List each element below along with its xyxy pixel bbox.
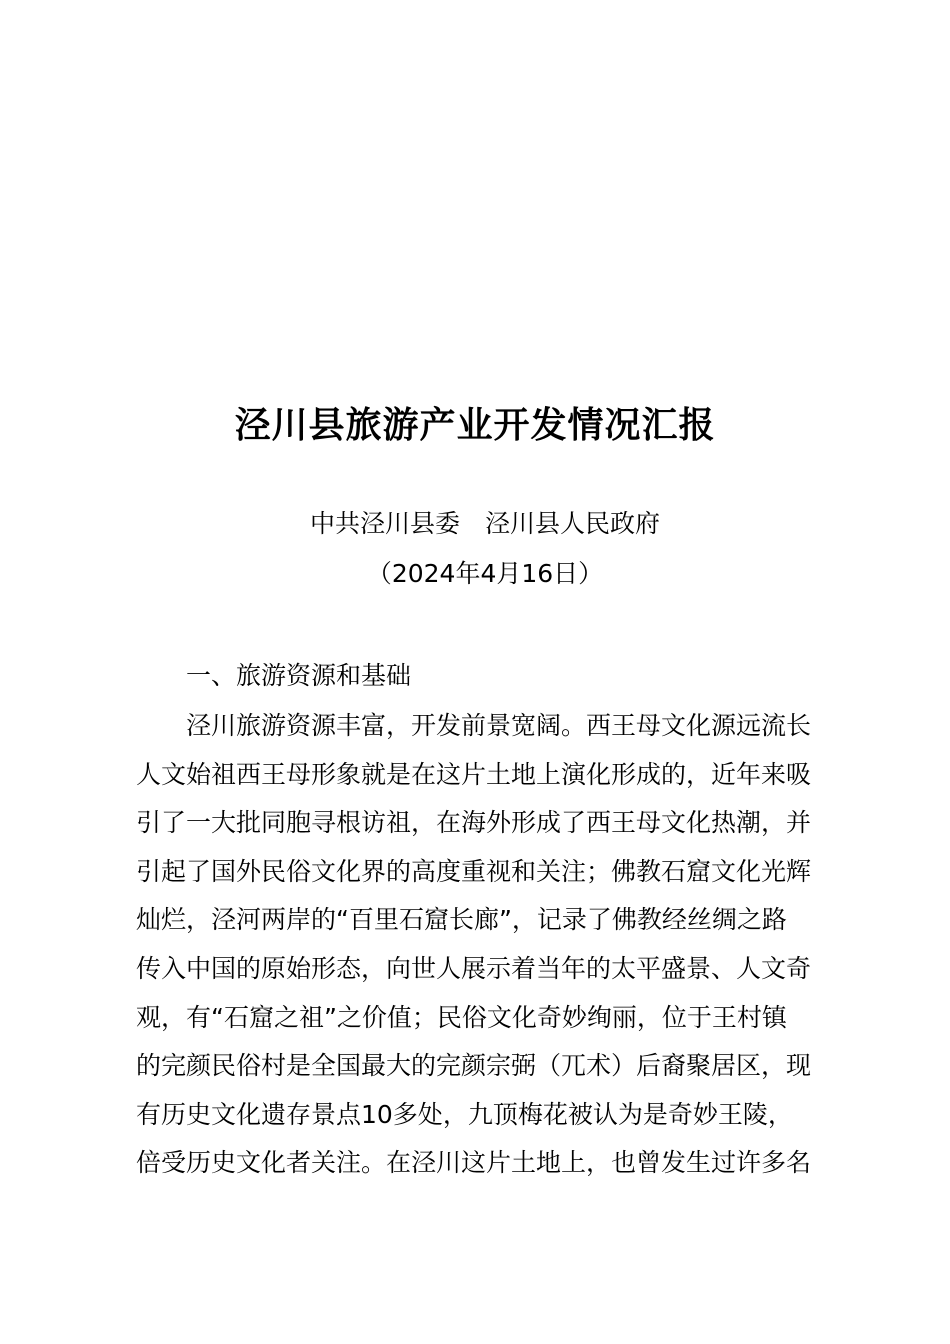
paragraph-line: 倍受历史文化者关注。在泾川这片土地上，也曾发生过许多名 [136, 1148, 812, 1178]
document-title: 泾川县旅游产业开发情况汇报 [234, 405, 716, 446]
paragraph-line: 人文始祖西王母形象就是在这片土地上演化形成的，近年来吸 [136, 759, 812, 789]
paragraph-line: 引起了国外民俗文化界的高度重视和关注；佛教石窟文化光辉 [136, 856, 812, 886]
paragraph-line: 传入中国的原始形态，向世人展示着当年的太平盛景、人文奇 [136, 953, 812, 983]
body-paragraph [136, 702, 836, 1188]
paragraph-line: 泾川旅游资源丰富，开发前景宽阔。西王母文化源远流长 [186, 711, 812, 740]
paragraph-line: 引了一大批同胞寻根访祖，在海外形成了西王母文化热潮，并 [136, 808, 812, 838]
paragraph-line: 观，有“石窟之祖”之价值；民俗文化奇妙绚丽，位于王村镇 [136, 1002, 787, 1032]
document-date: （2024年4月16日） [366, 559, 604, 588]
issuing-organization: 中共泾川县委 泾川县人民政府 [309, 509, 660, 538]
paragraph-line: 灿烂，泾河两岸的“百里石窟长廊”，记录了佛教经丝绸之路 [136, 905, 787, 935]
paragraph-line: 的完颜民俗村是全国最大的完颜宗弼（兀术）后裔聚居区，现 [136, 1051, 812, 1081]
paragraph-line: 有历史文化遗存景点10多处，九顶梅花被认为是奇妙王陵， [136, 1099, 793, 1129]
section-heading: 一、旅游资源和基础 [186, 661, 412, 690]
